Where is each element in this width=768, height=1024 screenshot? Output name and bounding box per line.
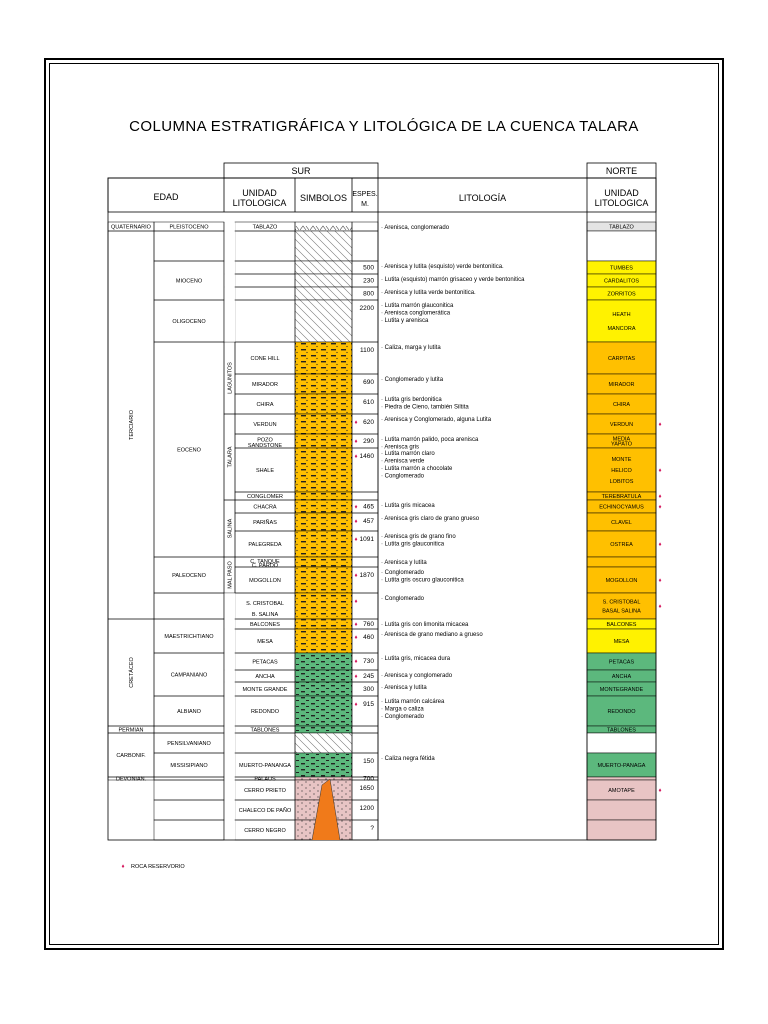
lithology-text: · Lutita marrón claro bbox=[381, 451, 435, 457]
reservoir-marker: ♦ bbox=[354, 573, 358, 579]
unit-label: TABLAZO bbox=[252, 224, 278, 231]
lithology-text: · Lutita gris micacea bbox=[381, 503, 435, 509]
lithology-text: · Lutita marrón glauconitica bbox=[381, 303, 454, 309]
espes-value: ? bbox=[370, 825, 374, 832]
symbol-cell bbox=[295, 733, 352, 753]
symbol-cell bbox=[295, 619, 352, 629]
unit-cell bbox=[235, 231, 295, 261]
norte-unit-label: ECHINOCYAMUS bbox=[599, 504, 644, 511]
norte-unit-label: MIRADOR bbox=[608, 382, 635, 388]
reservoir-marker: ♦ bbox=[354, 504, 358, 511]
epoch-label: CAMPANIANO bbox=[170, 672, 208, 679]
norte-unit-label: MEDIA bbox=[612, 436, 631, 443]
reservoir-marker: ♦ bbox=[354, 599, 358, 605]
espes-cell bbox=[352, 231, 378, 261]
norte-unit-label: YAPATO bbox=[611, 441, 632, 448]
lithology-text: · Arenisca verde bbox=[381, 458, 425, 465]
espes-value: 245 bbox=[363, 673, 374, 680]
norte-unit-label: REDONDO bbox=[607, 709, 636, 715]
espes-header: M. bbox=[361, 201, 369, 208]
espes-value: 620 bbox=[363, 419, 374, 426]
norte-unit-label: ANCHA bbox=[611, 674, 632, 680]
symbol-cell bbox=[295, 231, 352, 261]
lithology-text: · Arenisca y lutita (esquisto) verde bentonitica. bbox=[381, 264, 504, 270]
symbol-cell bbox=[295, 261, 352, 274]
lithology-text: · Arenisca gris de grano fino bbox=[381, 534, 456, 540]
norte-cell bbox=[587, 777, 656, 780]
group-cell-blank bbox=[224, 800, 235, 819]
lithology-text: · Lutita gris con limonita micacea bbox=[381, 622, 469, 628]
norte-reservoir-marker: ♦ bbox=[658, 604, 662, 610]
lithology-text: · Conglomerado bbox=[381, 714, 425, 720]
espes-value: 1200 bbox=[359, 805, 374, 812]
norte-reservoir-marker: ♦ bbox=[658, 788, 662, 794]
symbol-cell bbox=[295, 274, 352, 287]
group-label: TALARA bbox=[227, 446, 234, 468]
lithology-text: · Lutita y arenisca bbox=[381, 318, 429, 324]
norte-cell bbox=[587, 733, 656, 753]
unit-label: B. SALINA bbox=[251, 611, 279, 618]
unit-label: CERRO NEGRO bbox=[244, 828, 286, 834]
epoch-label: ALBIANO bbox=[177, 709, 201, 715]
unit-label: C. TANQUE bbox=[250, 558, 280, 565]
symbol-cell bbox=[295, 374, 352, 394]
unit-label: C. PARDO bbox=[251, 563, 279, 569]
unit-label: PARIÑAS bbox=[253, 520, 277, 526]
group-cell-blank bbox=[224, 820, 235, 839]
espes-cell bbox=[352, 820, 378, 840]
symbol-cell bbox=[295, 342, 352, 374]
norte-reservoir-marker: ♦ bbox=[658, 494, 662, 500]
norte-unit-label: MESA bbox=[613, 639, 630, 645]
espes-cell bbox=[352, 629, 378, 653]
epoch-label: PENSILVANIANO bbox=[167, 741, 211, 747]
group-cell-blank bbox=[224, 682, 235, 695]
symbol-cell bbox=[295, 557, 352, 567]
norte-unit-label: MUERTO-PANAGA bbox=[597, 763, 646, 769]
espes-value: 800 bbox=[363, 290, 374, 298]
norte-unit-label: MOGOLLON bbox=[605, 578, 638, 584]
lithology-text: · Lutita (esquisto) marrón grisaceo y verde bentonitica bbox=[381, 277, 525, 283]
espes-value: 500 bbox=[363, 264, 374, 272]
epoch-cell-empty bbox=[154, 780, 224, 800]
espes-cell bbox=[352, 733, 378, 753]
lithology-text: · Conglomerado bbox=[381, 570, 425, 576]
group-cell-blank bbox=[224, 222, 235, 230]
espes-value: 1650 bbox=[359, 785, 374, 792]
norte-unit-label: HELICO bbox=[611, 468, 632, 474]
espes-cell bbox=[352, 531, 378, 557]
period-label: QUATERNARIO bbox=[111, 224, 151, 231]
norte-unit-label: BALCONES bbox=[606, 622, 637, 628]
unit-label: PETACAS bbox=[252, 659, 278, 666]
period-label: DEVONIAN. bbox=[115, 776, 147, 783]
reservoir-marker: ♦ bbox=[354, 454, 358, 460]
norte-unit-label: PETACAS bbox=[608, 659, 635, 666]
unit-label: CONGLOMER bbox=[246, 494, 284, 500]
symbol-cell bbox=[295, 394, 352, 414]
norte-unit-label: OSTREA bbox=[610, 542, 633, 548]
epoch-cell-empty bbox=[154, 593, 224, 619]
norte-unit-label: TEREBRATULA bbox=[601, 494, 642, 500]
epoch-label: EOCENO bbox=[177, 447, 201, 454]
lithology-text: · Conglomerado y lutita bbox=[381, 377, 444, 383]
epoch-cell-empty bbox=[154, 820, 224, 840]
norte-unit-label: HEATH bbox=[612, 312, 631, 318]
lithology-text: · Conglomerado bbox=[381, 473, 425, 480]
espes-cell bbox=[352, 492, 378, 500]
norte-cell bbox=[587, 231, 656, 261]
group-label: LAGUNITOS bbox=[227, 362, 234, 394]
espes-value: 1100 bbox=[360, 347, 374, 354]
lithology-text: · Arenisca gris claro de grano grueso bbox=[381, 516, 480, 522]
unit-label: CHIRA bbox=[256, 402, 274, 408]
norte-label: NORTE bbox=[605, 166, 638, 176]
symbol-cell bbox=[295, 414, 352, 434]
espes-value: 1091 bbox=[359, 536, 374, 543]
symbol-cell bbox=[295, 629, 352, 653]
espes-value: 290 bbox=[363, 438, 374, 445]
unit-label: MONTE GRANDE bbox=[242, 687, 288, 693]
unit-cell bbox=[235, 261, 295, 274]
chart-title: COLUMNA ESTRATIGRÁFICA Y LITOLÓGICA DE LA CUENCA TALARA bbox=[129, 118, 639, 135]
group-cell-blank bbox=[224, 261, 235, 273]
lithology-text: · Lutita marrón palido, poca arenisca bbox=[381, 437, 479, 443]
espes-cell bbox=[352, 567, 378, 593]
group-label: MAL PASO bbox=[227, 561, 234, 589]
unit-label: BALCONES bbox=[250, 622, 280, 628]
espes-value: 690 bbox=[363, 379, 374, 386]
period-label: PERMIAN bbox=[118, 727, 144, 734]
symbol-cell bbox=[295, 448, 352, 492]
symbol-cell bbox=[295, 682, 352, 696]
symbol-cell bbox=[295, 696, 352, 726]
norte-cell bbox=[587, 800, 656, 820]
symbol-cell bbox=[295, 222, 352, 231]
espes-cell bbox=[352, 726, 378, 733]
norte-cell bbox=[587, 820, 656, 840]
symbol-cell bbox=[295, 513, 352, 531]
reservoir-marker: ♦ bbox=[354, 439, 358, 445]
unidad-header: UNIDAD bbox=[242, 188, 277, 198]
lithology-text: · Lutita gris glauconitica bbox=[381, 541, 445, 548]
norte-reservoir-marker: ♦ bbox=[658, 578, 662, 584]
espes-value: 230 bbox=[363, 277, 374, 285]
unit-label: MESA bbox=[257, 639, 273, 645]
reservoir-marker: ♦ bbox=[354, 622, 358, 628]
symbol-cell bbox=[295, 531, 352, 557]
unit-label: SHALE bbox=[255, 468, 275, 474]
espes-cell bbox=[352, 753, 378, 777]
espes-value: 460 bbox=[363, 634, 374, 641]
espes-cell bbox=[352, 222, 378, 231]
legend-marker: ♦ bbox=[121, 864, 125, 870]
unit-label: MUERTO-PANANGA bbox=[239, 763, 291, 769]
symbol-cell bbox=[295, 593, 352, 619]
unit-cell bbox=[235, 274, 295, 287]
epoch-label: PLEISTOCENO bbox=[169, 224, 209, 231]
lithology-text: · Piedra de Cieno, también Siltita bbox=[381, 404, 469, 411]
lithology-text: · Arenisca gris bbox=[381, 444, 420, 451]
group-cell-blank bbox=[224, 670, 235, 681]
reservoir-marker: ♦ bbox=[354, 635, 358, 641]
epoch-cell-empty bbox=[154, 231, 224, 261]
group-cell-blank bbox=[224, 593, 235, 618]
legend-label: ROCA RESERVORIO bbox=[131, 864, 185, 870]
symbol-cell bbox=[295, 300, 352, 342]
group-cell-blank bbox=[224, 300, 235, 341]
norte-unidad-header: UNIDAD bbox=[604, 188, 639, 198]
symbol-cell bbox=[295, 567, 352, 593]
norte-cell bbox=[587, 557, 656, 567]
norte-reservoir-marker: ♦ bbox=[658, 504, 662, 511]
norte-unit-label: LOBITOS bbox=[609, 479, 634, 485]
norte-unit-label: CLAVEL bbox=[611, 520, 632, 526]
lithology-text: · Arenisca y Conglomerado, alguna Lutita bbox=[381, 417, 492, 423]
epoch-cell-empty bbox=[154, 777, 224, 780]
norte-reservoir-marker: ♦ bbox=[658, 542, 662, 548]
norte-cell bbox=[587, 300, 656, 342]
symbol-cell bbox=[295, 492, 352, 500]
unit-cell bbox=[235, 733, 295, 753]
group-label: SALINA bbox=[227, 518, 234, 539]
espes-cell bbox=[352, 593, 378, 619]
reservoir-marker: ♦ bbox=[354, 519, 358, 525]
unit-label: MOGOLLON bbox=[249, 578, 281, 584]
epoch-label: MISSISIPIANO bbox=[170, 763, 208, 769]
reservoir-marker: ♦ bbox=[354, 659, 358, 665]
lithology-text: · Arenisca de grano mediano a grueso bbox=[381, 632, 483, 638]
norte-unit-label: CHIRA bbox=[612, 402, 631, 408]
espes-cell bbox=[352, 557, 378, 567]
espes-header: ESPES. bbox=[352, 191, 378, 198]
group-cell-blank bbox=[224, 733, 235, 752]
unit-label: CERRO PRIETO bbox=[244, 788, 286, 794]
sur-label: SUR bbox=[291, 166, 311, 176]
lithology-text: · Arenisca y conglomerado bbox=[381, 673, 453, 679]
unit-label: VERDUN bbox=[253, 422, 277, 428]
norte-unit-label: BASAL SALINA bbox=[602, 608, 641, 615]
espes-value: 700 bbox=[363, 775, 374, 783]
group-cell-blank bbox=[224, 696, 235, 725]
unit-label: ANCHA bbox=[255, 674, 275, 680]
espes-value: 2200 bbox=[359, 305, 374, 312]
unit-label: REDONDO bbox=[250, 709, 280, 715]
unit-label: CHALECO DE PAÑO bbox=[238, 808, 292, 814]
reservoir-marker: ♦ bbox=[354, 702, 358, 708]
lithology-text: · Arenisca y lutita verde bentonitica. bbox=[381, 290, 476, 296]
unit-label: S. CRISTOBAL bbox=[246, 600, 284, 607]
espes-value: 610 bbox=[363, 399, 374, 406]
norte-unit-label: AMOTAPE bbox=[608, 788, 635, 794]
norte-unit-label: CARPITAS bbox=[607, 356, 636, 362]
symbol-cell bbox=[295, 434, 352, 448]
lithology-text: · Caliza, marga y lutita bbox=[381, 345, 441, 351]
espes-value: 915 bbox=[363, 701, 374, 708]
norte-unit-label: MONTEGRANDE bbox=[599, 687, 644, 693]
group-cell-blank bbox=[224, 231, 235, 260]
symbol-cell bbox=[295, 500, 352, 513]
epoch-cell-empty bbox=[154, 800, 224, 820]
reservoir-marker: ♦ bbox=[354, 674, 358, 680]
group-cell-blank bbox=[224, 619, 235, 628]
norte-unit-label: MANCORA bbox=[607, 326, 636, 332]
group-cell-blank bbox=[224, 274, 235, 286]
espes-value: 150 bbox=[363, 758, 374, 765]
lithology-text: · Arenisca, conglomerado bbox=[381, 225, 450, 231]
espes-value: 457 bbox=[363, 518, 374, 525]
espes-value: 730 bbox=[363, 658, 374, 665]
lithology-text: · Marga o caliza bbox=[381, 706, 424, 713]
period-label: CARBONIF. bbox=[116, 753, 146, 759]
lithology-text: · Lutita gris, micacea dura bbox=[381, 656, 451, 662]
group-cell-blank bbox=[224, 287, 235, 299]
group-cell-blank bbox=[224, 629, 235, 652]
reservoir-marker: ♦ bbox=[354, 420, 358, 426]
norte-unit-label: TABLONES bbox=[607, 727, 636, 734]
lithology-text: · Arenisca y lutita bbox=[381, 685, 427, 691]
epoch-label: OLIGOCENO bbox=[172, 319, 206, 325]
norte-unit-label: VERDUN bbox=[609, 422, 634, 428]
group-cell-blank bbox=[224, 653, 235, 669]
norte-unit-label: ZORRITOS bbox=[607, 291, 636, 298]
espes-value: 1460 bbox=[359, 453, 374, 460]
period-label: TERCIARIO bbox=[129, 410, 135, 440]
lithology-text: · Lutita marrón calcárea bbox=[381, 699, 445, 705]
lithology-text: · Lutita gris berdonitica bbox=[381, 397, 442, 403]
norte-unit-label: TUMBES bbox=[610, 265, 633, 272]
norte-cell bbox=[587, 593, 656, 619]
unit-label: POZO bbox=[257, 437, 273, 444]
espes-value: 760 bbox=[363, 621, 374, 628]
epoch-cell-empty bbox=[154, 726, 224, 733]
reservoir-marker: ♦ bbox=[354, 537, 358, 543]
symbol-cell bbox=[295, 777, 352, 780]
group-cell-blank bbox=[224, 780, 235, 799]
period-label: CRETÁCEO bbox=[129, 657, 135, 688]
group-cell-blank bbox=[224, 777, 235, 779]
norte-unit-label: TABLAZO bbox=[609, 224, 634, 231]
lithology-text: · Caliza negra fétida bbox=[381, 756, 435, 762]
espes-value: 1870 bbox=[359, 572, 374, 579]
unit-cell bbox=[235, 287, 295, 300]
symbol-cell bbox=[295, 287, 352, 300]
norte-unit-label: MONTE bbox=[611, 457, 632, 463]
lithology-text: · Arenisca conglomerática bbox=[381, 310, 451, 317]
group-cell-blank bbox=[224, 753, 235, 776]
norte-unit-label: CARDALITOS bbox=[603, 278, 640, 285]
lithology-text: · Arenisca y lutita bbox=[381, 560, 427, 566]
symbol-cell bbox=[295, 753, 352, 777]
norte-reservoir-marker: ♦ bbox=[658, 468, 662, 474]
unit-label: MIRADOR bbox=[252, 382, 278, 388]
unidad-header: LITOLOGICA bbox=[232, 198, 287, 208]
symbol-cell bbox=[295, 726, 352, 733]
unit-label: PALEGREDA bbox=[248, 542, 282, 548]
espes-value: 300 bbox=[363, 686, 374, 693]
unit-label: CONE HILL bbox=[250, 356, 280, 362]
simbolos-header: SIMBOLOS bbox=[299, 193, 348, 203]
norte-unidad-header: LITOLOGICA bbox=[594, 198, 649, 208]
espes-value: 465 bbox=[363, 503, 374, 511]
unit-label: PALAUS bbox=[254, 776, 276, 783]
edad-header: EDAD bbox=[153, 192, 179, 202]
norte-reservoir-marker: ♦ bbox=[658, 422, 662, 428]
epoch-label: PALEOCENO bbox=[172, 573, 206, 579]
unit-label: SANDSTONE bbox=[247, 443, 283, 450]
symbol-cell bbox=[295, 670, 352, 682]
unit-cell bbox=[235, 300, 295, 342]
epoch-label: MIOCENO bbox=[175, 278, 203, 285]
symbol-cell bbox=[295, 653, 352, 670]
epoch-label: MAESTRICHTIANO bbox=[164, 634, 214, 640]
litologia-header: LITOLOGÍA bbox=[458, 193, 507, 203]
lithology-text: · Lutita gris oscuro glauconitica bbox=[381, 577, 464, 584]
unit-label: TABLONES bbox=[250, 727, 280, 734]
header-row bbox=[108, 178, 656, 212]
group-cell-blank bbox=[224, 726, 235, 732]
norte-unit-label: S. CRISTOBAL bbox=[602, 599, 641, 606]
lithology-text: · Lutita marrón a chocolate bbox=[381, 466, 453, 472]
lithology-text: · Conglomerado bbox=[381, 596, 425, 602]
unit-label: CHACRA bbox=[253, 504, 277, 511]
